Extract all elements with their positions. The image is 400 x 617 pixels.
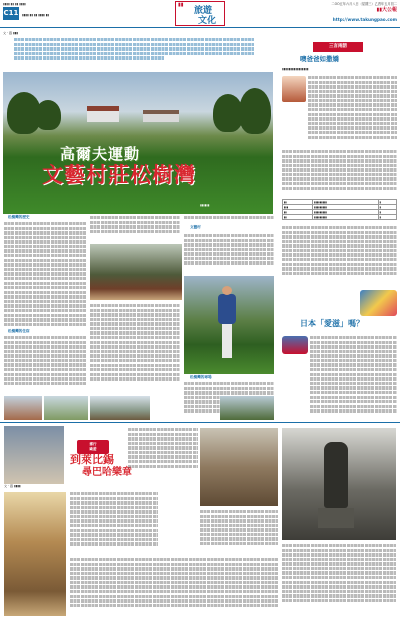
intro-text bbox=[14, 38, 254, 68]
table-row: ▮▮▮ ▮▮▮▮▮▮▮▮▮ ▮ bbox=[283, 205, 397, 210]
building-photo bbox=[200, 428, 278, 506]
column-body-4 bbox=[310, 336, 397, 422]
village-photo-4 bbox=[220, 396, 274, 420]
column-body-2 bbox=[282, 150, 397, 196]
jp-graphic bbox=[360, 290, 397, 316]
church-exterior-photo bbox=[4, 426, 64, 484]
subhead-history: 松樹灣的歷史 bbox=[8, 215, 30, 219]
feature-headline-line1: 到萊比錫 bbox=[70, 453, 114, 466]
article-column-1 bbox=[4, 222, 86, 330]
feature-byline: 文・圖 ▮▮▮▮ bbox=[4, 484, 21, 488]
table-row: ▮▮ ▮▮▮▮▮▮▮▮▮ ▮ bbox=[283, 210, 397, 215]
article-column-1b bbox=[4, 336, 86, 392]
jp-headline: 日本「愛滋」嗎？ bbox=[300, 318, 364, 328]
table-row: ▮▮ ▮▮▮▮▮▮▮▮▮ ▮ bbox=[283, 215, 397, 220]
hero-photo bbox=[3, 72, 273, 214]
subhead-lodging: 松樹灣的住宿 bbox=[8, 329, 30, 333]
header-meta: ▮▮▮▮ ▮▮ ▮▮ ▮▮▮▮ ▮▮ bbox=[22, 13, 49, 17]
village-photo-3 bbox=[90, 396, 150, 420]
column-body-3 bbox=[282, 226, 397, 286]
top-strip: ▮▮▮▮ ▮▮ ▮▮ ▮▮▮▮ bbox=[3, 2, 26, 6]
vocab-table bbox=[282, 199, 397, 220]
feature-tag: 郵行 歐遊 bbox=[77, 440, 109, 454]
logo-tag: ▮▮ bbox=[178, 2, 184, 8]
issue-date: 二OO五年六月八日（星期三）乙酉年五月初二 bbox=[331, 2, 397, 6]
feature-column-1 bbox=[70, 492, 158, 554]
column-body-1 bbox=[308, 76, 397, 146]
byline: 文・圖 ▮▮▮ bbox=[3, 31, 18, 35]
jp-badge bbox=[282, 336, 308, 354]
hero-caption: ▮▮▮▮▮▮ bbox=[200, 203, 210, 207]
village-photo-2 bbox=[44, 396, 88, 420]
logo-text: 旅遊 bbox=[194, 6, 213, 16]
church-interior-photo bbox=[4, 492, 66, 616]
article-column-2 bbox=[90, 216, 180, 240]
page-code: C11 bbox=[3, 7, 19, 20]
subhead-village: 文藝村 bbox=[190, 225, 201, 229]
section-logo bbox=[175, 1, 225, 26]
sculpture-photo bbox=[90, 244, 182, 300]
feature-intro bbox=[128, 428, 198, 476]
feature-headline-line2: 尋巴哈樂章 bbox=[82, 467, 132, 478]
article-column-2b bbox=[90, 304, 180, 390]
column-subline: ▮▮▮▮▮▮▮▮▮▮▮▮▮▮▮▮ bbox=[282, 67, 309, 71]
feature-column-2 bbox=[70, 558, 278, 616]
column-headline: 噢爸爸如撒嬌 bbox=[300, 55, 339, 63]
golfer-photo bbox=[184, 276, 274, 374]
subhead-course: 松樹灣的球場 bbox=[190, 375, 212, 379]
columnist-photo bbox=[282, 76, 306, 102]
headline-line1: 高爾夫運動 bbox=[60, 145, 141, 163]
article-column-3a bbox=[184, 216, 274, 224]
feature-column-3 bbox=[200, 510, 278, 554]
website-link[interactable]: http://www.takungpao.com bbox=[332, 17, 397, 22]
table-row: ▮▮ ▮▮▮▮▮▮▮▮▮ ▮ bbox=[283, 200, 397, 205]
column-tag: 三言兩語 bbox=[313, 42, 363, 52]
logo-text-2: 文化 bbox=[198, 16, 217, 26]
headline-line2: 文藝村莊松樹灣 bbox=[42, 162, 196, 187]
bach-statue-photo bbox=[282, 428, 396, 540]
feature-column-4 bbox=[282, 544, 396, 616]
village-photo-1 bbox=[4, 396, 42, 420]
article-column-3 bbox=[184, 234, 274, 272]
paper-name: ▮▮大公報 bbox=[376, 7, 397, 13]
